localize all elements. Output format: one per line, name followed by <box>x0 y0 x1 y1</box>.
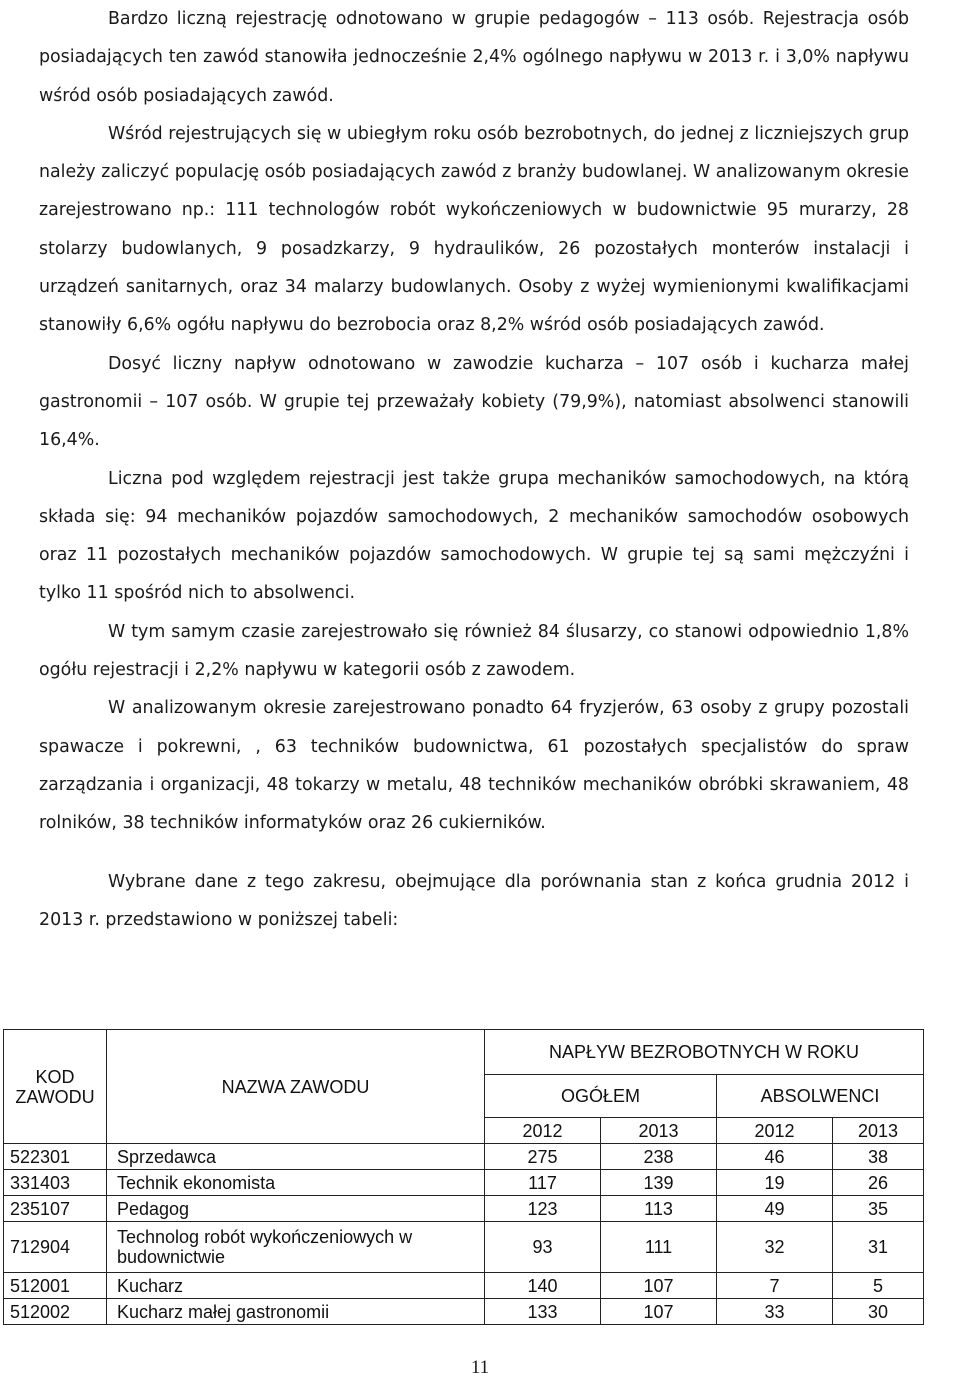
cell-code: 331403 <box>4 1170 107 1196</box>
cell-graduates-2013: 5 <box>833 1273 924 1299</box>
table-row <box>4 1273 924 1299</box>
cell-name: Pedagog <box>107 1196 485 1222</box>
cell-graduates-2012: 32 <box>717 1222 833 1273</box>
cell-graduates-2013: 30 <box>833 1299 924 1325</box>
header-year-graduates-2013: 2013 <box>833 1118 924 1144</box>
paragraph-table-intro: Wybrane dane z tego zakresu, obejmujące dla porównania stan z końca grudnia 2012 i 2013 r. przedstawiono w poniższej tabeli: <box>39 871 909 930</box>
cell-total-2013: 238 <box>601 1144 717 1170</box>
cell-name: Technik ekonomista <box>107 1170 485 1196</box>
cell-code: 512002 <box>4 1299 107 1325</box>
cell-total-2012: 93 <box>485 1222 601 1273</box>
table-row <box>4 1144 924 1170</box>
cell-graduates-2012: 46 <box>717 1144 833 1170</box>
paragraph-locksmiths: W tym samym czasie zarejestrowało się również 84 ślusarzy, co stanowi odpowiednio 1,8% ogółu rejestracji i 2,2% napływu w kategorii osób z zawodem. <box>39 621 909 681</box>
cell-code: 522301 <box>4 1144 107 1170</box>
cell-total-2013: 107 <box>601 1273 717 1299</box>
cell-graduates-2012: 19 <box>717 1170 833 1196</box>
cell-graduates-2013: 35 <box>833 1196 924 1222</box>
cell-name: Kucharz małej gastronomii <box>107 1299 485 1325</box>
cell-total-2013: 107 <box>601 1299 717 1325</box>
header-name: NAZWA ZAWODU <box>107 1030 485 1144</box>
paragraph-other-professions: W analizowanym okresie zarejestrowano ponadto 64 fryzjerów, 63 osoby z grupy pozostali spawacze i pokrewni, , 63 techników budownictwa, 61 pozostałych specjalistów do spraw zarządzania i organizacji, 48 tokarzy w metalu, 48 techników mechaników obróbki skrawaniem, 48 rolników, 38 techników informatyków oraz 26 cukierników. <box>39 698 909 834</box>
data-table-container <box>3 1029 923 1325</box>
inflow-table <box>3 1029 924 1325</box>
cell-total-2013: 111 <box>601 1222 717 1273</box>
cell-name: Sprzedawca <box>107 1144 485 1170</box>
table-row <box>4 1222 924 1273</box>
cell-total-2012: 117 <box>485 1170 601 1196</box>
table-row <box>4 1196 924 1222</box>
cell-name: Kucharz <box>107 1273 485 1299</box>
paragraph-spacer <box>39 843 909 863</box>
cell-graduates-2013: 31 <box>833 1222 924 1273</box>
table-row <box>4 1299 924 1325</box>
paragraph-construction: Wśród rejestrujących się w ubiegłym roku osób bezrobotnych, do jednej z liczniejszych grup należy zaliczyć populację osób posiadających zawód z branży budowlanej. W analizowanym okresie zarejestrowano np.: 111 technologów robót wykończeniowych w budownictwie 95 murarzy, 28 stolarzy budowlanych, 9 posadzkarzy, 9 hydraulików, 26 pozostałych monterów instalacji i urządzeń sanitarnych, oraz 34 malarzy budowlanych. Osoby z wyżej wymienionymi kwalifikacjami stanowiły 6,6% ogółu napływu do bezrobocia oraz 8,2% wśród osób posiadających zawód. <box>39 123 909 336</box>
page-number: 11 <box>470 1357 490 1378</box>
cell-name: Technolog robót wykończeniowych w budownictwie <box>107 1222 485 1273</box>
paragraph-cooks: Dosyć liczny napływ odnotowano w zawodzie kucharza – 107 osób i kucharza małej gastronomii – 107 osób. W grupie tej przeważały kobiety (79,9%), natomiast absolwenci stanowili 16,4%. <box>39 353 909 451</box>
cell-total-2013: 139 <box>601 1170 717 1196</box>
header-year-total-2012: 2012 <box>485 1118 601 1144</box>
header-total: OGÓŁEM <box>485 1075 717 1118</box>
header-inflow-group: NAPŁYW BEZROBOTNYCH W ROKU <box>485 1030 924 1075</box>
cell-total-2012: 140 <box>485 1273 601 1299</box>
cell-graduates-2012: 49 <box>717 1196 833 1222</box>
cell-code: 712904 <box>4 1222 107 1273</box>
cell-code: 235107 <box>4 1196 107 1222</box>
header-year-total-2013: 2013 <box>601 1118 717 1144</box>
paragraph-mechanics: Liczna pod względem rejestracji jest także grupa mechaników samochodowych, na którą składa się: 94 mechaników pojazdów samochodowych, 2 mechaników samochodów osobowych oraz 11 pozostałych mechaników pojazdów samochodowych. W grupie tej są sami mężczyźni i tylko 11 spośród nich to absolwenci. <box>39 468 909 604</box>
cell-graduates-2013: 26 <box>833 1170 924 1196</box>
header-graduates: ABSOLWENCI <box>717 1075 924 1118</box>
cell-total-2012: 275 <box>485 1144 601 1170</box>
cell-total-2012: 123 <box>485 1196 601 1222</box>
cell-graduates-2012: 7 <box>717 1273 833 1299</box>
cell-code: 512001 <box>4 1273 107 1299</box>
cell-graduates-2012: 33 <box>717 1299 833 1325</box>
cell-total-2012: 133 <box>485 1299 601 1325</box>
header-year-graduates-2012: 2012 <box>717 1118 833 1144</box>
cell-graduates-2013: 38 <box>833 1144 924 1170</box>
cell-total-2013: 113 <box>601 1196 717 1222</box>
table-row <box>4 1170 924 1196</box>
header-code: KOD ZAWODU <box>4 1030 107 1144</box>
body-text <box>39 0 909 939</box>
paragraph-pedagogues: Bardzo liczną rejestrację odnotowano w grupie pedagogów – 113 osób. Rejestracja osób posiadających ten zawód stanowiła jednocześnie 2,4% ogólnego napływu w 2013 r. i 3,0% napływu wśród osób posiadających zawód. <box>39 9 909 106</box>
